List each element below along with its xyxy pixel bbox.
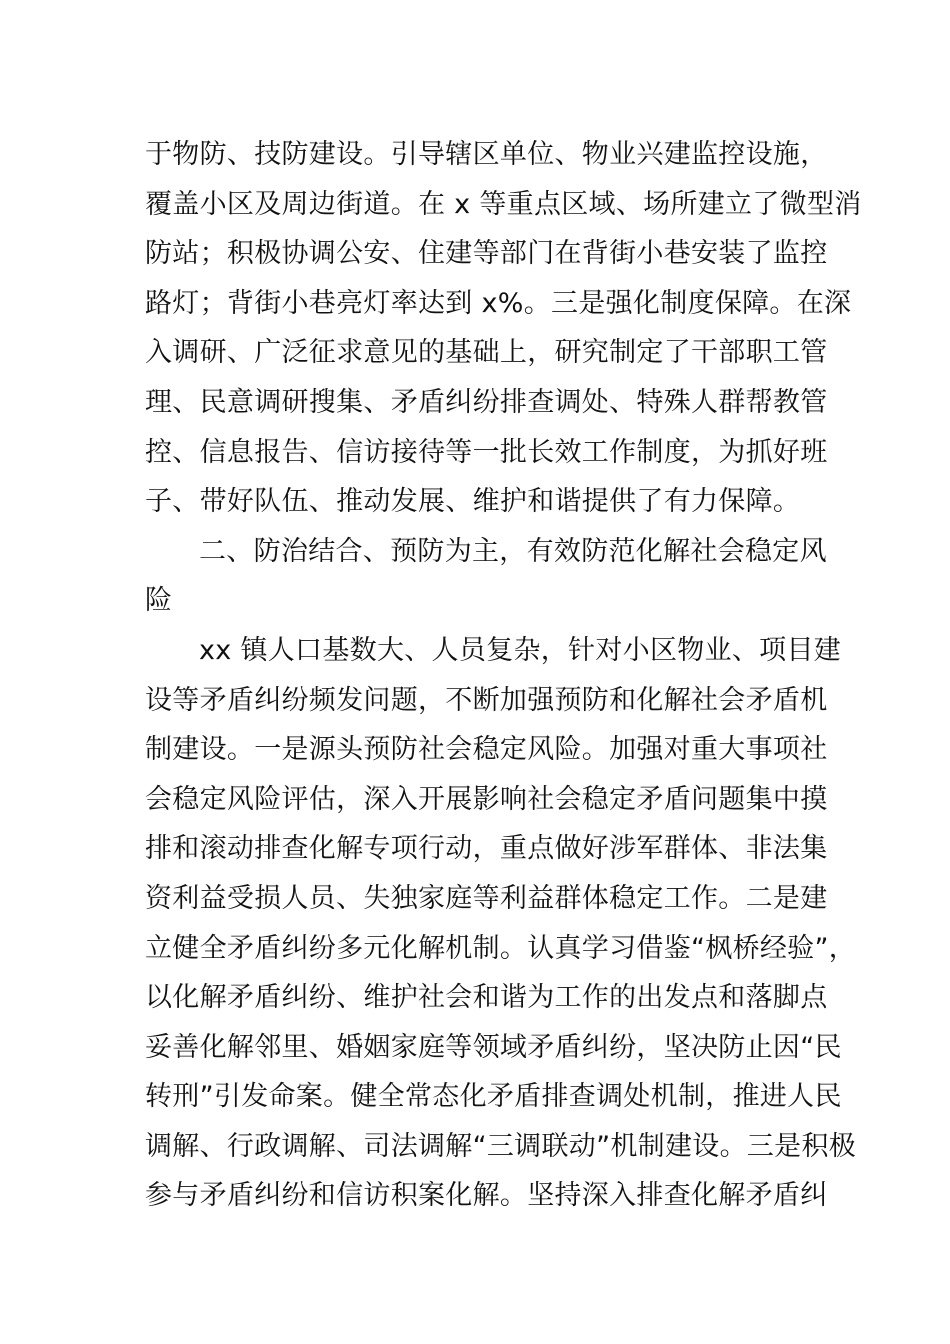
paragraph-line: 转刑”引发命案。健全常态化矛盾排查调处机制，推进人民 — [145, 1081, 842, 1113]
paragraph-line: 以化解矛盾纠纷、维护社会和谐为工作的出发点和落脚点 — [145, 982, 828, 1014]
section-heading-line: 二、防治结合、预防为主，有效防范化解社会稳定风 — [199, 535, 827, 567]
paragraph-line: 覆盖小区及周边街道。在 x 等重点区域、场所建立了微型消 — [145, 188, 862, 220]
paragraph-line: 立健全矛盾纠纷多元化解机制。认真学习借鉴“枫桥经验”， — [145, 932, 857, 964]
paragraph-line: 控、信息报告、信访接待等一批长效工作制度，为抓好班 — [145, 436, 828, 468]
paragraph-line: 会稳定风险评估，深入开展影响社会稳定矛盾问题集中摸 — [145, 783, 828, 815]
paragraph-line: 设等矛盾纠纷频发问题，不断加强预防和化解社会矛盾机 — [145, 684, 828, 716]
paragraph-line: 妥善化解邻里、婚姻家庭等领域矛盾纠纷，坚决防止因“民 — [145, 1031, 842, 1063]
paragraph-line: xx 镇人口基数大、人员复杂，针对小区物业、项目建 — [199, 634, 842, 666]
paragraph-line: 参与矛盾纠纷和信访积案化解。坚持深入排查化解矛盾纠 — [145, 1180, 828, 1212]
paragraph-line: 路灯；背街小巷亮灯率达到 x%。三是强化制度保障。在深 — [145, 287, 852, 319]
paragraph-line: 制建设。一是源头预防社会稳定风险。加强对重大事项社 — [145, 734, 828, 766]
paragraph-line: 于物防、技防建设。引导辖区单位、物业兴建监控设施， — [145, 139, 828, 170]
document-body — [145, 130, 862, 1221]
paragraph-line: 入调研、广泛征求意见的基础上，研究制定了干部职工管 — [145, 337, 828, 369]
section-heading-line: 险 — [145, 585, 173, 617]
paragraph-line: 排和滚动排查化解专项行动，重点做好涉军群体、非法集 — [145, 833, 828, 865]
paragraph-line: 理、民意调研搜集、矛盾纠纷排查调处、特殊人群帮教管 — [145, 386, 828, 418]
paragraph-line: 子、带好队伍、推动发展、维护和谐提供了有力保障。 — [145, 486, 801, 518]
paragraph-line: 调解、行政调解、司法调解“三调联动”机制建设。三是积极 — [145, 1130, 857, 1162]
paragraph-line: 资利益受损人员、失独家庭等利益群体稳定工作。二是建 — [145, 882, 828, 914]
paragraph-line: 防站；积极协调公安、住建等部门在背街小巷安装了监控 — [145, 238, 828, 270]
